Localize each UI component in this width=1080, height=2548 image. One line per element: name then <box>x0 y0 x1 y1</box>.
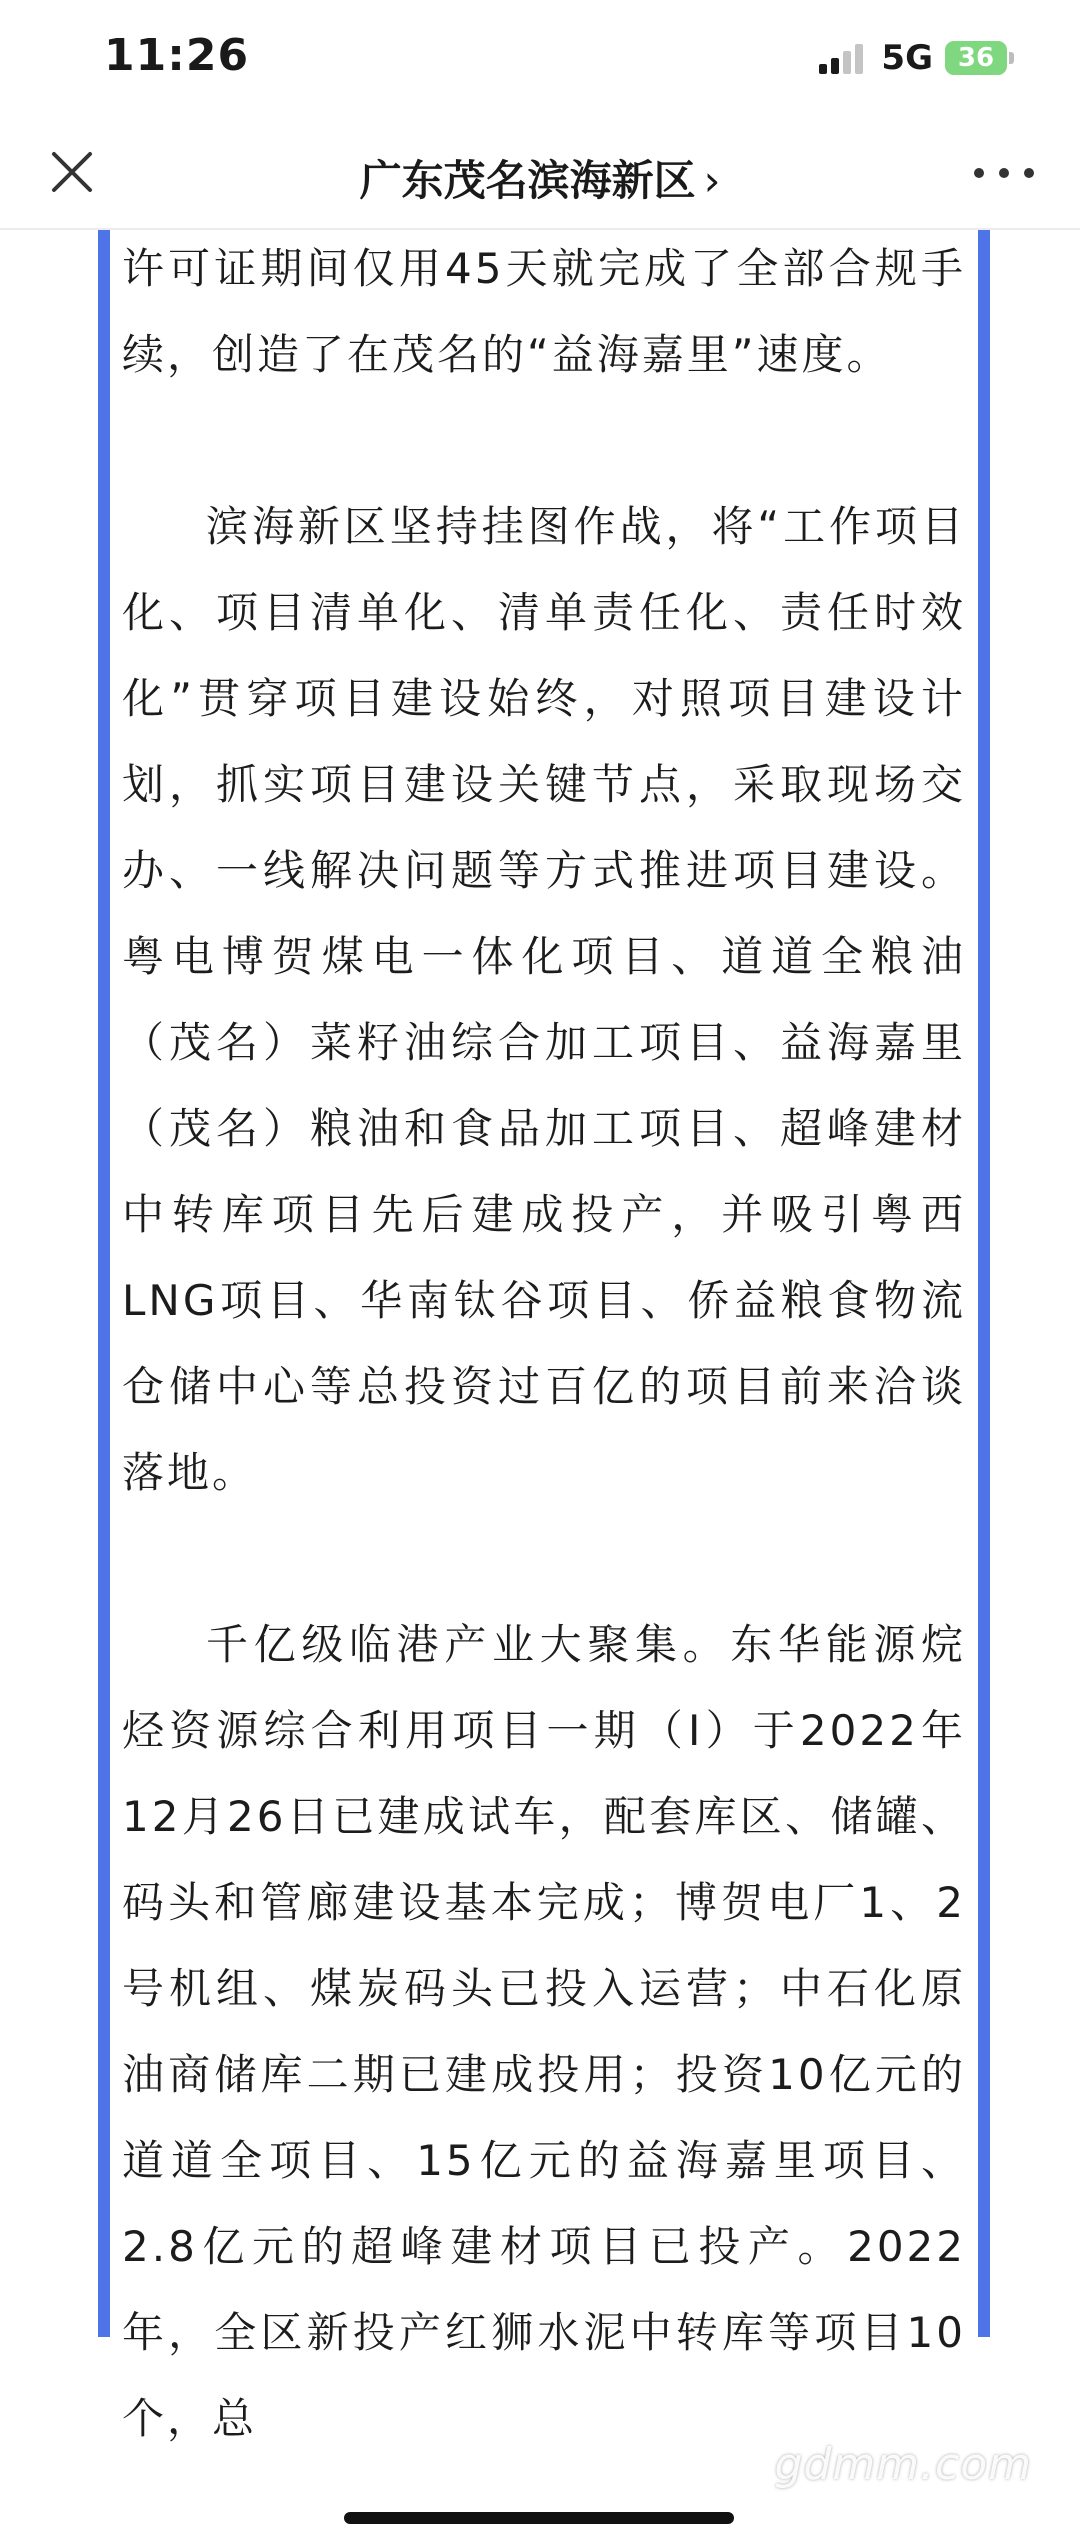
home-indicator[interactable] <box>344 2512 734 2524</box>
article-frame <box>98 230 990 2443</box>
article-content <box>122 230 966 2548</box>
article-paragraph: 千亿级临港产业大聚集。东华能源烷烃资源综合利用项目一期（I）于2022年12月26日已建成试车，配套库区、储罐、码头和管廊建设基本完成；博贺电厂1、2号机组、煤炭码头已投入运营；中石化原油商储库二期已建成投用；投资10亿元的道道全项目、15亿元的益海嘉里项目、2.8亿元的超峰建材项目已投产。2022年，全区新投产红狮水泥中转库等项目10个，总 <box>122 1620 966 2443</box>
status-time: 11:26 <box>104 30 250 81</box>
more-icon-dot <box>974 168 984 178</box>
network-type: 5G <box>881 38 933 78</box>
status-indicators <box>819 38 1014 78</box>
more-button[interactable] <box>974 158 1034 188</box>
status-bar <box>0 0 1080 118</box>
battery-icon <box>945 41 1014 75</box>
account-title-link[interactable] <box>0 148 1080 208</box>
more-icon-dot <box>1024 168 1034 178</box>
page-title: 广东茂名滨海新区 <box>359 156 696 205</box>
article-paragraph: 许可证期间仅用45天就完成了全部合规手续，创造了在茂名的“益海嘉里”速度。 <box>122 244 966 379</box>
chevron-right-icon: › <box>703 156 721 205</box>
battery-level: 36 <box>945 41 1007 75</box>
article-paragraph: 滨海新区坚持挂图作战，将“工作项目化、项目清单化、清单责任化、责任时效化”贯穿项目建设始终，对照项目建设计划，抓实项目建设关键节点，采取现场交办、一线解决问题等方式推进项目建设。粤电博贺煤电一体化项目、道道全粮油（茂名）菜籽油综合加工项目、益海嘉里（茂名）粮油和食品加工项目、超峰建材中转库项目先后建成投产，并吸引粤西LNG项目、华南钛谷项目、侨益粮食物流仓储中心等总投资过百亿的项目前来洽谈落地。 <box>122 502 966 1497</box>
watermark: gdmm.com <box>774 2439 1032 2490</box>
more-icon-dot <box>999 168 1009 178</box>
signal-icon <box>819 42 867 74</box>
nav-header <box>0 118 1080 230</box>
